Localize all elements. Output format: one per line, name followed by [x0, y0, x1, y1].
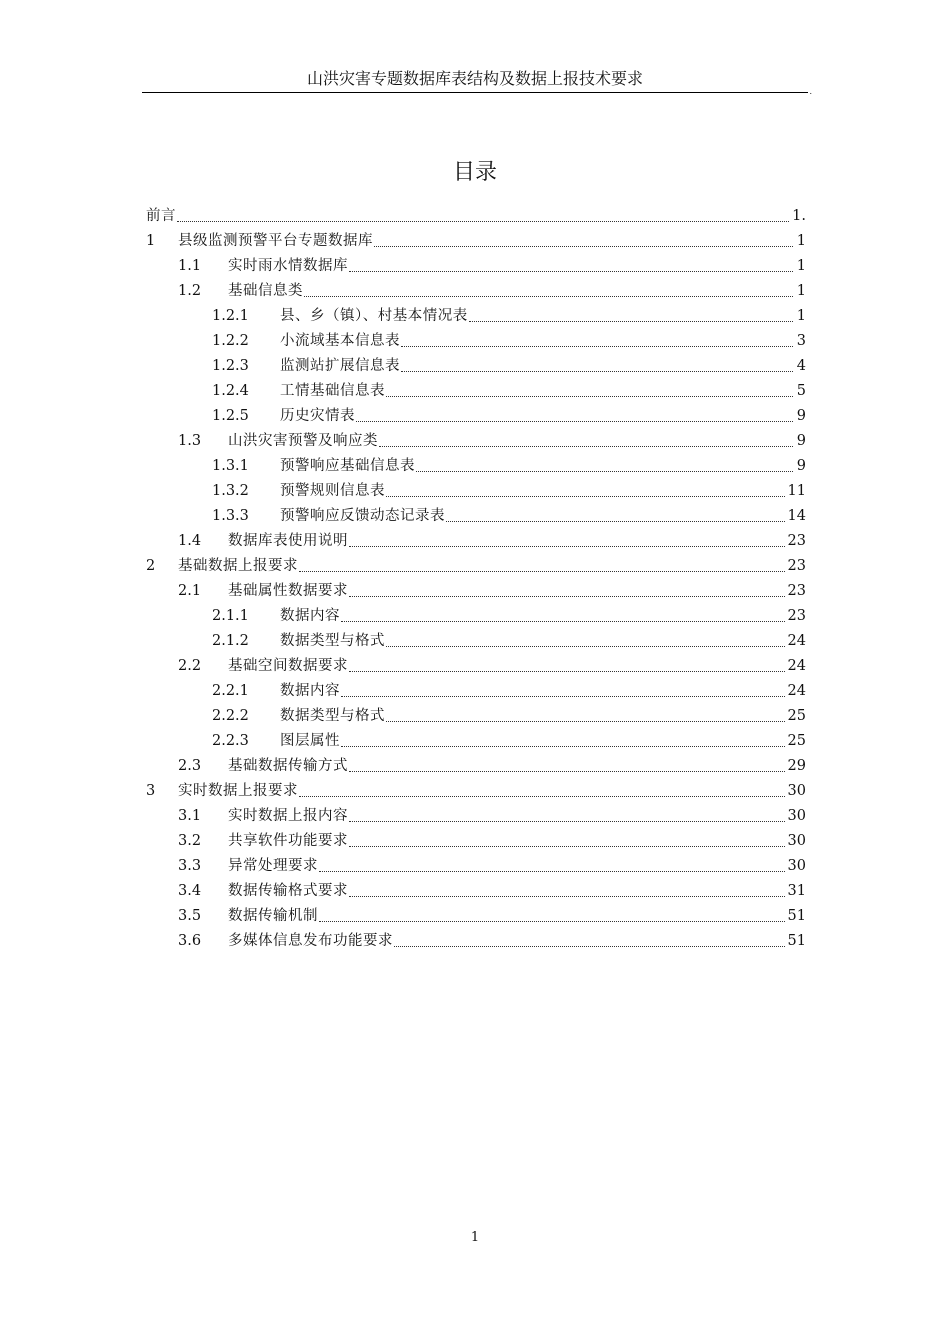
toc-entry[interactable]	[146, 354, 808, 379]
toc-entry[interactable]	[146, 704, 808, 729]
toc-entry[interactable]	[146, 554, 808, 579]
toc-entry-number: 2	[146, 558, 156, 574]
toc-entry-title: 数据内容	[280, 683, 340, 699]
toc-entry-number: 3.6	[178, 933, 202, 949]
toc-entry-number: 3.2	[178, 833, 202, 849]
page-number: 1	[470, 1230, 480, 1245]
toc-entry-number: 1.3.3	[212, 508, 249, 524]
toc-entry-title: 前言	[146, 208, 176, 224]
toc-entry-page: 51	[787, 908, 806, 924]
toc-entry[interactable]	[146, 529, 808, 554]
toc-entry-page: 14	[787, 508, 806, 524]
toc-leader-dots	[349, 821, 785, 822]
toc-entry[interactable]	[146, 479, 808, 504]
toc-entry-page: 1	[796, 283, 806, 299]
toc-leader-dots	[299, 796, 785, 797]
toc-entry-title: 共享软件功能要求	[228, 833, 348, 849]
toc-entry-title: 图层属性	[280, 733, 340, 749]
toc-entry-number: 3.3	[178, 858, 202, 874]
toc-entry-page: 31	[787, 883, 806, 899]
toc-leader-dots	[341, 746, 785, 747]
toc-entry-number: 3.4	[178, 883, 202, 899]
toc-entry-number: 2.2.2	[212, 708, 249, 724]
toc-entry-title: 预警响应基础信息表	[280, 458, 415, 474]
toc-entry-number: 1.2.5	[212, 408, 249, 424]
toc-entry[interactable]	[146, 829, 808, 854]
toc-leader-dots	[349, 846, 785, 847]
toc-entry-page: 4	[796, 358, 806, 374]
table-of-contents	[146, 204, 808, 954]
toc-entry-title: 基础数据上报要求	[178, 558, 298, 574]
toc-entry-title: 数据类型与格式	[280, 633, 385, 649]
toc-entry[interactable]	[146, 229, 808, 254]
toc-entry[interactable]	[146, 854, 808, 879]
toc-entry[interactable]	[146, 429, 808, 454]
toc-entry-title: 基础属性数据要求	[228, 583, 348, 599]
toc-entry-page: 9	[796, 458, 806, 474]
toc-entry-number: 2.1.1	[212, 608, 249, 624]
toc-leader-dots	[319, 921, 785, 922]
toc-entry-number: 2.2.1	[212, 683, 249, 699]
toc-leader-dots	[356, 421, 793, 422]
toc-entry[interactable]	[146, 929, 808, 954]
toc-entry-title: 数据传输格式要求	[228, 883, 348, 899]
toc-leader-dots	[401, 346, 793, 347]
toc-entry-page: 1	[796, 233, 806, 249]
toc-entry[interactable]	[146, 754, 808, 779]
header-title: 山洪灾害专题数据库表结构及数据上报技术要求	[306, 69, 643, 88]
toc-entry-title: 多媒体信息发布功能要求	[228, 933, 393, 949]
toc-entry[interactable]	[146, 804, 808, 829]
toc-leader-dots	[386, 396, 793, 397]
page-header	[142, 66, 812, 96]
toc-entry-page: 23	[787, 608, 806, 624]
toc-entry-title: 数据内容	[280, 608, 340, 624]
toc-entry[interactable]	[146, 879, 808, 904]
toc-entry[interactable]	[146, 404, 808, 429]
toc-leader-dots	[341, 621, 785, 622]
toc-entry[interactable]	[146, 254, 808, 279]
toc-leader-dots	[446, 521, 785, 522]
toc-entry-title: 监测站扩展信息表	[280, 358, 400, 374]
toc-leader-dots	[349, 546, 785, 547]
toc-entry[interactable]	[146, 304, 808, 329]
toc-leader-dots	[349, 671, 785, 672]
toc-leader-dots	[349, 771, 785, 772]
toc-entry-number: 1.2.4	[212, 383, 249, 399]
toc-entry-title: 山洪灾害预警及响应类	[228, 433, 378, 449]
toc-entry-title: 小流域基本信息表	[280, 333, 400, 349]
toc-leader-dots	[374, 246, 793, 247]
toc-entry[interactable]	[146, 779, 808, 804]
toc-entry-number: 2.1.2	[212, 633, 249, 649]
toc-entry[interactable]	[146, 654, 808, 679]
toc-entry-title: 实时数据上报内容	[228, 808, 348, 824]
toc-leader-dots	[394, 946, 785, 947]
toc-entry[interactable]	[146, 604, 808, 629]
toc-leader-dots	[304, 296, 793, 297]
toc-entry-page: 3	[796, 333, 806, 349]
toc-entry-number: 2.1	[178, 583, 202, 599]
toc-entry-title: 历史灾情表	[280, 408, 355, 424]
toc-entry[interactable]	[146, 729, 808, 754]
toc-entry-number: 1.3.2	[212, 483, 249, 499]
toc-title: 目录	[452, 160, 497, 185]
toc-entry-title: 县级监测预警平台专题数据库	[178, 233, 373, 249]
toc-entry-title: 预警规则信息表	[280, 483, 385, 499]
toc-leader-dots	[401, 371, 793, 372]
toc-entry-title: 数据类型与格式	[280, 708, 385, 724]
toc-leader-dots	[349, 271, 793, 272]
toc-entry-number: 1	[146, 233, 156, 249]
toc-entry-title: 基础数据传输方式	[228, 758, 348, 774]
toc-entry-number: 3.5	[178, 908, 202, 924]
toc-entry-page: 25	[787, 708, 806, 724]
toc-entry-number: 1.2.1	[212, 308, 249, 324]
toc-entry-page: 1	[796, 258, 806, 274]
toc-entry-page: 23	[787, 583, 806, 599]
toc-entry-page: 30	[787, 783, 806, 799]
toc-entry-number: 1.2	[178, 283, 202, 299]
toc-entry-number: 3	[146, 783, 156, 799]
toc-entry-page: 51	[787, 933, 806, 949]
toc-entry[interactable]	[146, 629, 808, 654]
toc-entry[interactable]	[146, 504, 808, 529]
toc-leader-dots	[319, 871, 785, 872]
toc-entry[interactable]	[146, 579, 808, 604]
toc-leader-dots	[469, 321, 793, 322]
toc-entry-title: 实时雨水情数据库	[228, 258, 348, 274]
toc-entry-number: 1.1	[178, 258, 202, 274]
toc-entry[interactable]	[146, 279, 808, 304]
toc-entry-number: 2.3	[178, 758, 202, 774]
toc-entry-page: 23	[787, 533, 806, 549]
toc-entry-page: 30	[787, 858, 806, 874]
toc-entry-page: 30	[787, 808, 806, 824]
toc-leader-dots	[349, 596, 785, 597]
toc-entry-page: 11	[787, 483, 806, 499]
toc-entry-title: 实时数据上报要求	[178, 783, 298, 799]
toc-entry-title: 异常处理要求	[228, 858, 318, 874]
toc-entry-number: 2.2.3	[212, 733, 249, 749]
toc-entry[interactable]	[146, 379, 808, 404]
toc-leader-dots	[386, 646, 785, 647]
toc-leader-dots	[386, 496, 785, 497]
toc-entry[interactable]	[146, 454, 808, 479]
toc-entry-number: 2.2	[178, 658, 202, 674]
toc-entry-page: 1.	[792, 208, 806, 224]
header-mark: .	[809, 87, 812, 96]
toc-entry-page: 30	[787, 833, 806, 849]
toc-entry-page: 5	[796, 383, 806, 399]
toc-entry[interactable]	[146, 329, 808, 354]
toc-entry-page: 25	[787, 733, 806, 749]
toc-leader-dots	[341, 696, 785, 697]
toc-entry-page: 24	[787, 658, 806, 674]
toc-leader-dots	[416, 471, 793, 472]
toc-leader-dots	[379, 446, 793, 447]
toc-entry-page: 29	[787, 758, 806, 774]
toc-entry-title: 数据库表使用说明	[228, 533, 348, 549]
toc-entry-title: 工情基础信息表	[280, 383, 385, 399]
toc-entry-title: 预警响应反馈动态记录表	[280, 508, 445, 524]
toc-entry-number: 1.3	[178, 433, 202, 449]
toc-entry-title: 县、乡（镇）、村基本情况表	[280, 308, 468, 324]
toc-entry-number: 1.2.3	[212, 358, 249, 374]
toc-entry-page: 23	[787, 558, 806, 574]
toc-entry-title: 基础信息类	[228, 283, 303, 299]
toc-entry-page: 9	[796, 408, 806, 424]
toc-entry-page: 24	[787, 633, 806, 649]
toc-entry-page: 1	[796, 308, 806, 324]
toc-entry-number: 3.1	[178, 808, 202, 824]
toc-entry-number: 1.4	[178, 533, 202, 549]
toc-entry-number: 1.2.2	[212, 333, 249, 349]
toc-entry-title: 基础空间数据要求	[228, 658, 348, 674]
toc-entry-page: 24	[787, 683, 806, 699]
toc-leader-dots	[349, 896, 785, 897]
toc-leader-dots	[386, 721, 785, 722]
toc-entry[interactable]	[146, 904, 808, 929]
toc-entry[interactable]	[146, 679, 808, 704]
toc-entry-number: 1.3.1	[212, 458, 249, 474]
toc-leader-dots	[177, 221, 789, 222]
toc-leader-dots	[299, 571, 785, 572]
toc-entry-page: 9	[796, 433, 806, 449]
toc-entry[interactable]	[146, 204, 808, 229]
toc-entry-title: 数据传输机制	[228, 908, 318, 924]
